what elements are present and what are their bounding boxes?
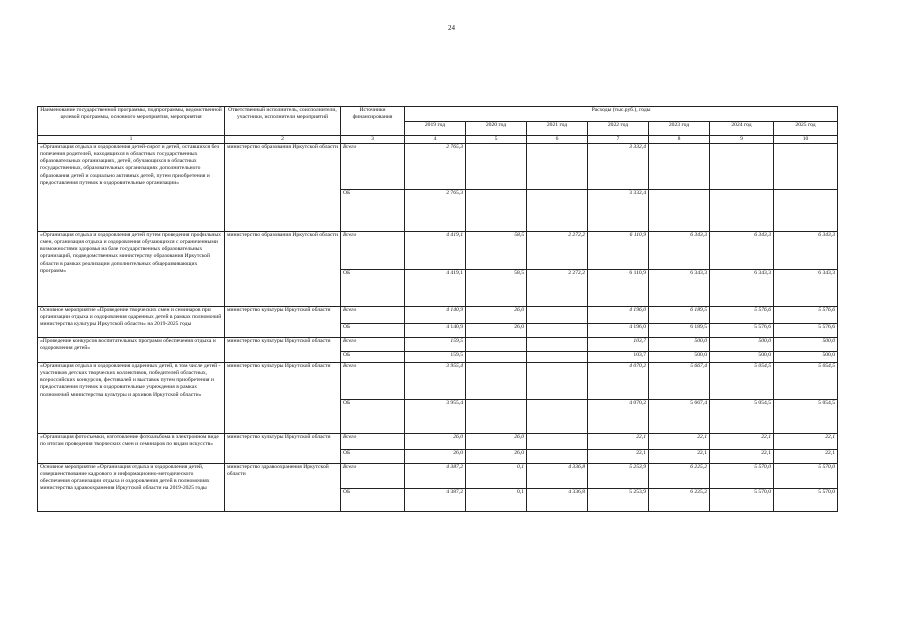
regional-budget-value xyxy=(527,450,588,464)
total-value: 4 196,0 xyxy=(588,307,649,324)
header-column-number: 3 xyxy=(341,136,405,144)
total-value: 22,1 xyxy=(649,434,710,450)
regional-budget-value: 4 387,2 xyxy=(405,489,466,512)
regional-budget-value xyxy=(466,352,527,363)
total-value: 3 955,4 xyxy=(405,363,466,400)
responsible-executor: министерство здравоохранения Иркутской области xyxy=(225,464,341,512)
funding-source-total: Всего xyxy=(341,307,405,324)
regional-budget-value: 22,1 xyxy=(774,450,838,464)
funding-source-total: Всего xyxy=(341,144,405,190)
total-value: 4 070,2 xyxy=(588,363,649,400)
funding-source-total: Всего xyxy=(341,338,405,352)
regional-budget-value: 4 419,1 xyxy=(405,270,466,307)
header-column-number: 1 xyxy=(38,136,225,144)
total-value: 6 343,3 xyxy=(710,232,774,270)
total-value: 58,5 xyxy=(466,232,527,270)
total-value: 6 189,5 xyxy=(649,307,710,324)
regional-budget-value: 103,7 xyxy=(588,352,649,363)
responsible-executor: министерство образования Иркутской области xyxy=(225,232,341,307)
regional-budget-value: 5 054,5 xyxy=(710,400,774,434)
regional-budget-value: 2 765,3 xyxy=(405,190,466,232)
regional-budget-value: 500,0 xyxy=(649,352,710,363)
responsible-executor: министерство культуры Иркутской области xyxy=(225,363,341,434)
total-value: 5 054,5 xyxy=(774,363,838,400)
total-value xyxy=(774,144,838,190)
regional-budget-value: 6 110,9 xyxy=(588,270,649,307)
total-value xyxy=(527,338,588,352)
total-value: 500,0 xyxy=(710,338,774,352)
regional-budget-value: 6 343,3 xyxy=(710,270,774,307)
total-value: 5 576,6 xyxy=(710,307,774,324)
regional-budget-value: 500,0 xyxy=(710,352,774,363)
total-value: 22,1 xyxy=(588,434,649,450)
responsible-executor: министерство культуры Иркутской области xyxy=(225,434,341,464)
activity-name: «Организация отдыха и оздоровления детей-сирот и детей, оставшихся без попечения родителей, находящихся в областных государственных образовательных организациях, детей, обучающихся в областных государственных, образовательных организациях дополнительного образования детей и социально активных детей, путем приобретения и предоставления путевок в оздоровительные организации» xyxy=(38,144,225,232)
regional-budget-value: 5 667,4 xyxy=(649,400,710,434)
activity-name: Основное мероприятие «Проведение творческих смен и семинаров при организации отдыха и оздоровления одаренных детей в рамках полномочий министерства культуры Иркутской области» на 2019-2025 годы xyxy=(38,307,225,338)
funding-source-regional: ОБ xyxy=(341,270,405,307)
regional-budget-value: 5 253,9 xyxy=(588,489,649,512)
budget-table xyxy=(37,106,838,512)
total-value xyxy=(466,363,527,400)
header-column-number: 2 xyxy=(225,136,341,144)
funding-source-total: Всего xyxy=(341,464,405,489)
header-column-number: 8 xyxy=(649,136,710,144)
header-name: Наименование государственной программы, подпрограммы, ведомственной целевой программы, основного мероприятия, мероприятия xyxy=(38,107,225,136)
regional-budget-value: 2 272,2 xyxy=(527,270,588,307)
regional-budget-value xyxy=(649,190,710,232)
regional-budget-value: 26,0 xyxy=(466,450,527,464)
header-column-number: 9 xyxy=(710,136,774,144)
activity-name: «Организация отдыха и оздоровления одаренных детей, в том числе детей - участников детских творческих коллективов, победителей областных, всероссийских конкурсов, фестивалей и выставок путем приобретения и предоставления путевок в оздоровительные учреждения в рамках полномочий министерства культуры и архивов Иркутской области» xyxy=(38,363,225,434)
total-value: 6 225,2 xyxy=(649,464,710,489)
total-value: 5 570,0 xyxy=(710,464,774,489)
page-number: 24 xyxy=(448,24,455,32)
regional-budget-value xyxy=(527,400,588,434)
regional-budget-value: 26,0 xyxy=(466,324,527,338)
total-value: 2 765,3 xyxy=(405,144,466,190)
header-year: 2025 год xyxy=(774,122,838,136)
regional-budget-value: 0,1 xyxy=(466,489,527,512)
regional-budget-value: 6 343,3 xyxy=(649,270,710,307)
total-value: 6 343,3 xyxy=(774,232,838,270)
total-value xyxy=(527,434,588,450)
header-year: 2024 год xyxy=(710,122,774,136)
regional-budget-value: 26,0 xyxy=(405,450,466,464)
table-row xyxy=(38,464,838,489)
responsible-executor: министерство культуры Иркутской области xyxy=(225,307,341,338)
total-value: 5 253,9 xyxy=(588,464,649,489)
header-column-number: 5 xyxy=(466,136,527,144)
header-year: 2021 год xyxy=(527,122,588,136)
header-source: Источники финансирования xyxy=(341,107,405,136)
activity-name: «Организация отдыха и оздоровления детей путем проведения профильных смен, организация отдыха и оздоровления обучающихся с ограниченными возможностями здоровья на базе государственных образовательных организаций, подведомственных министерству образования Иркутской области в рамках реализации дополнительных общеразвивающих программ» xyxy=(38,232,225,307)
header-year: 2023 год xyxy=(649,122,710,136)
funding-source-total: Всего xyxy=(341,363,405,400)
regional-budget-value xyxy=(527,324,588,338)
total-value: 6 343,3 xyxy=(649,232,710,270)
regional-budget-value: 5 576,6 xyxy=(774,324,838,338)
regional-budget-value: 6 189,5 xyxy=(649,324,710,338)
regional-budget-value: 4 336,8 xyxy=(527,489,588,512)
regional-budget-value: 4 140,9 xyxy=(405,324,466,338)
total-value xyxy=(527,307,588,324)
total-value: 22,1 xyxy=(710,434,774,450)
header-year: 2020 год xyxy=(466,122,527,136)
regional-budget-value: 22,1 xyxy=(710,450,774,464)
total-value: 4 419,1 xyxy=(405,232,466,270)
regional-budget-value: 4 196,0 xyxy=(588,324,649,338)
activity-name: Основное мероприятие «Организация отдыха и оздоровления детей, совершенствование кадрового и информационно-методического обеспечения организации отдыха и оздоровления детей в полномочиях министерства здравоохранения Иркутской области на 2019-2025 годы xyxy=(38,464,225,512)
regional-budget-value: 22,1 xyxy=(588,450,649,464)
regional-budget-value: 500,0 xyxy=(774,352,838,363)
total-value: 2 272,2 xyxy=(527,232,588,270)
table-row xyxy=(38,363,838,400)
funding-source-regional: ОБ xyxy=(341,450,405,464)
total-value: 6 110,9 xyxy=(588,232,649,270)
regional-budget-value: 6 343,3 xyxy=(774,270,838,307)
total-value: 159,5 xyxy=(405,338,466,352)
funding-source-regional: ОБ xyxy=(341,400,405,434)
total-value: 4 140,9 xyxy=(405,307,466,324)
total-value: 4 387,2 xyxy=(405,464,466,489)
total-value: 500,0 xyxy=(649,338,710,352)
regional-budget-value: 58,5 xyxy=(466,270,527,307)
total-value xyxy=(710,144,774,190)
table-row xyxy=(38,144,838,190)
total-value: 26,0 xyxy=(405,434,466,450)
total-value xyxy=(527,144,588,190)
regional-budget-value xyxy=(466,190,527,232)
funding-source-regional: ОБ xyxy=(341,352,405,363)
header-year: 2019 год xyxy=(405,122,466,136)
regional-budget-value xyxy=(710,190,774,232)
regional-budget-value: 4 070,2 xyxy=(588,400,649,434)
header-column-number: 7 xyxy=(588,136,649,144)
total-value: 22,1 xyxy=(774,434,838,450)
total-value: 500,0 xyxy=(774,338,838,352)
funding-source-regional: ОБ xyxy=(341,324,405,338)
table-row xyxy=(38,338,838,352)
regional-budget-value: 159,5 xyxy=(405,352,466,363)
responsible-executor: министерство образования Иркутской области xyxy=(225,144,341,232)
total-value: 5 054,5 xyxy=(710,363,774,400)
header-year: 2022 год xyxy=(588,122,649,136)
header-responsible: Ответственный исполнитель, соисполнители, участники, исполнители мероприятий xyxy=(225,107,341,136)
table-row xyxy=(38,232,838,270)
total-value: 5 667,4 xyxy=(649,363,710,400)
regional-budget-value xyxy=(466,400,527,434)
total-value xyxy=(466,338,527,352)
regional-budget-value: 5 570,0 xyxy=(774,489,838,512)
total-value xyxy=(466,144,527,190)
activity-name: «Проведение конкурсов воспитательных программ обеспечения отдыха и оздоровления детей» xyxy=(38,338,225,363)
regional-budget-value: 5 576,6 xyxy=(710,324,774,338)
total-value: 0,1 xyxy=(466,464,527,489)
table-row xyxy=(38,307,838,324)
funding-source-total: Всего xyxy=(341,434,405,450)
regional-budget-value: 22,1 xyxy=(649,450,710,464)
total-value: 3 332,4 xyxy=(588,144,649,190)
regional-budget-value: 5 054,5 xyxy=(774,400,838,434)
total-value xyxy=(649,144,710,190)
total-value: 4 336,8 xyxy=(527,464,588,489)
total-value: 26,0 xyxy=(466,307,527,324)
funding-source-regional: ОБ xyxy=(341,190,405,232)
total-value: 5 576,6 xyxy=(774,307,838,324)
total-value xyxy=(527,363,588,400)
regional-budget-value xyxy=(527,352,588,363)
total-value: 103,7 xyxy=(588,338,649,352)
regional-budget-value xyxy=(527,190,588,232)
regional-budget-value: 5 570,0 xyxy=(710,489,774,512)
header-column-number: 6 xyxy=(527,136,588,144)
regional-budget-value xyxy=(774,190,838,232)
header-column-number: 10 xyxy=(774,136,838,144)
regional-budget-value: 3 955,4 xyxy=(405,400,466,434)
total-value: 5 570,0 xyxy=(774,464,838,489)
responsible-executor: министерство культуры Иркутской области xyxy=(225,338,341,363)
table-row xyxy=(38,434,838,450)
funding-source-total: Всего xyxy=(341,232,405,270)
regional-budget-value: 3 332,4 xyxy=(588,190,649,232)
activity-name: «Организация фотосъемки, изготовление фотоальбома в электронном виде по итогам проведения творческих смен и семинаров по видам искусств» xyxy=(38,434,225,464)
header-column-number: 4 xyxy=(405,136,466,144)
funding-source-regional: ОБ xyxy=(341,489,405,512)
total-value: 26,0 xyxy=(466,434,527,450)
regional-budget-value: 6 225,2 xyxy=(649,489,710,512)
header-expenses: Расходы (тыс.руб.), годы xyxy=(405,107,838,122)
